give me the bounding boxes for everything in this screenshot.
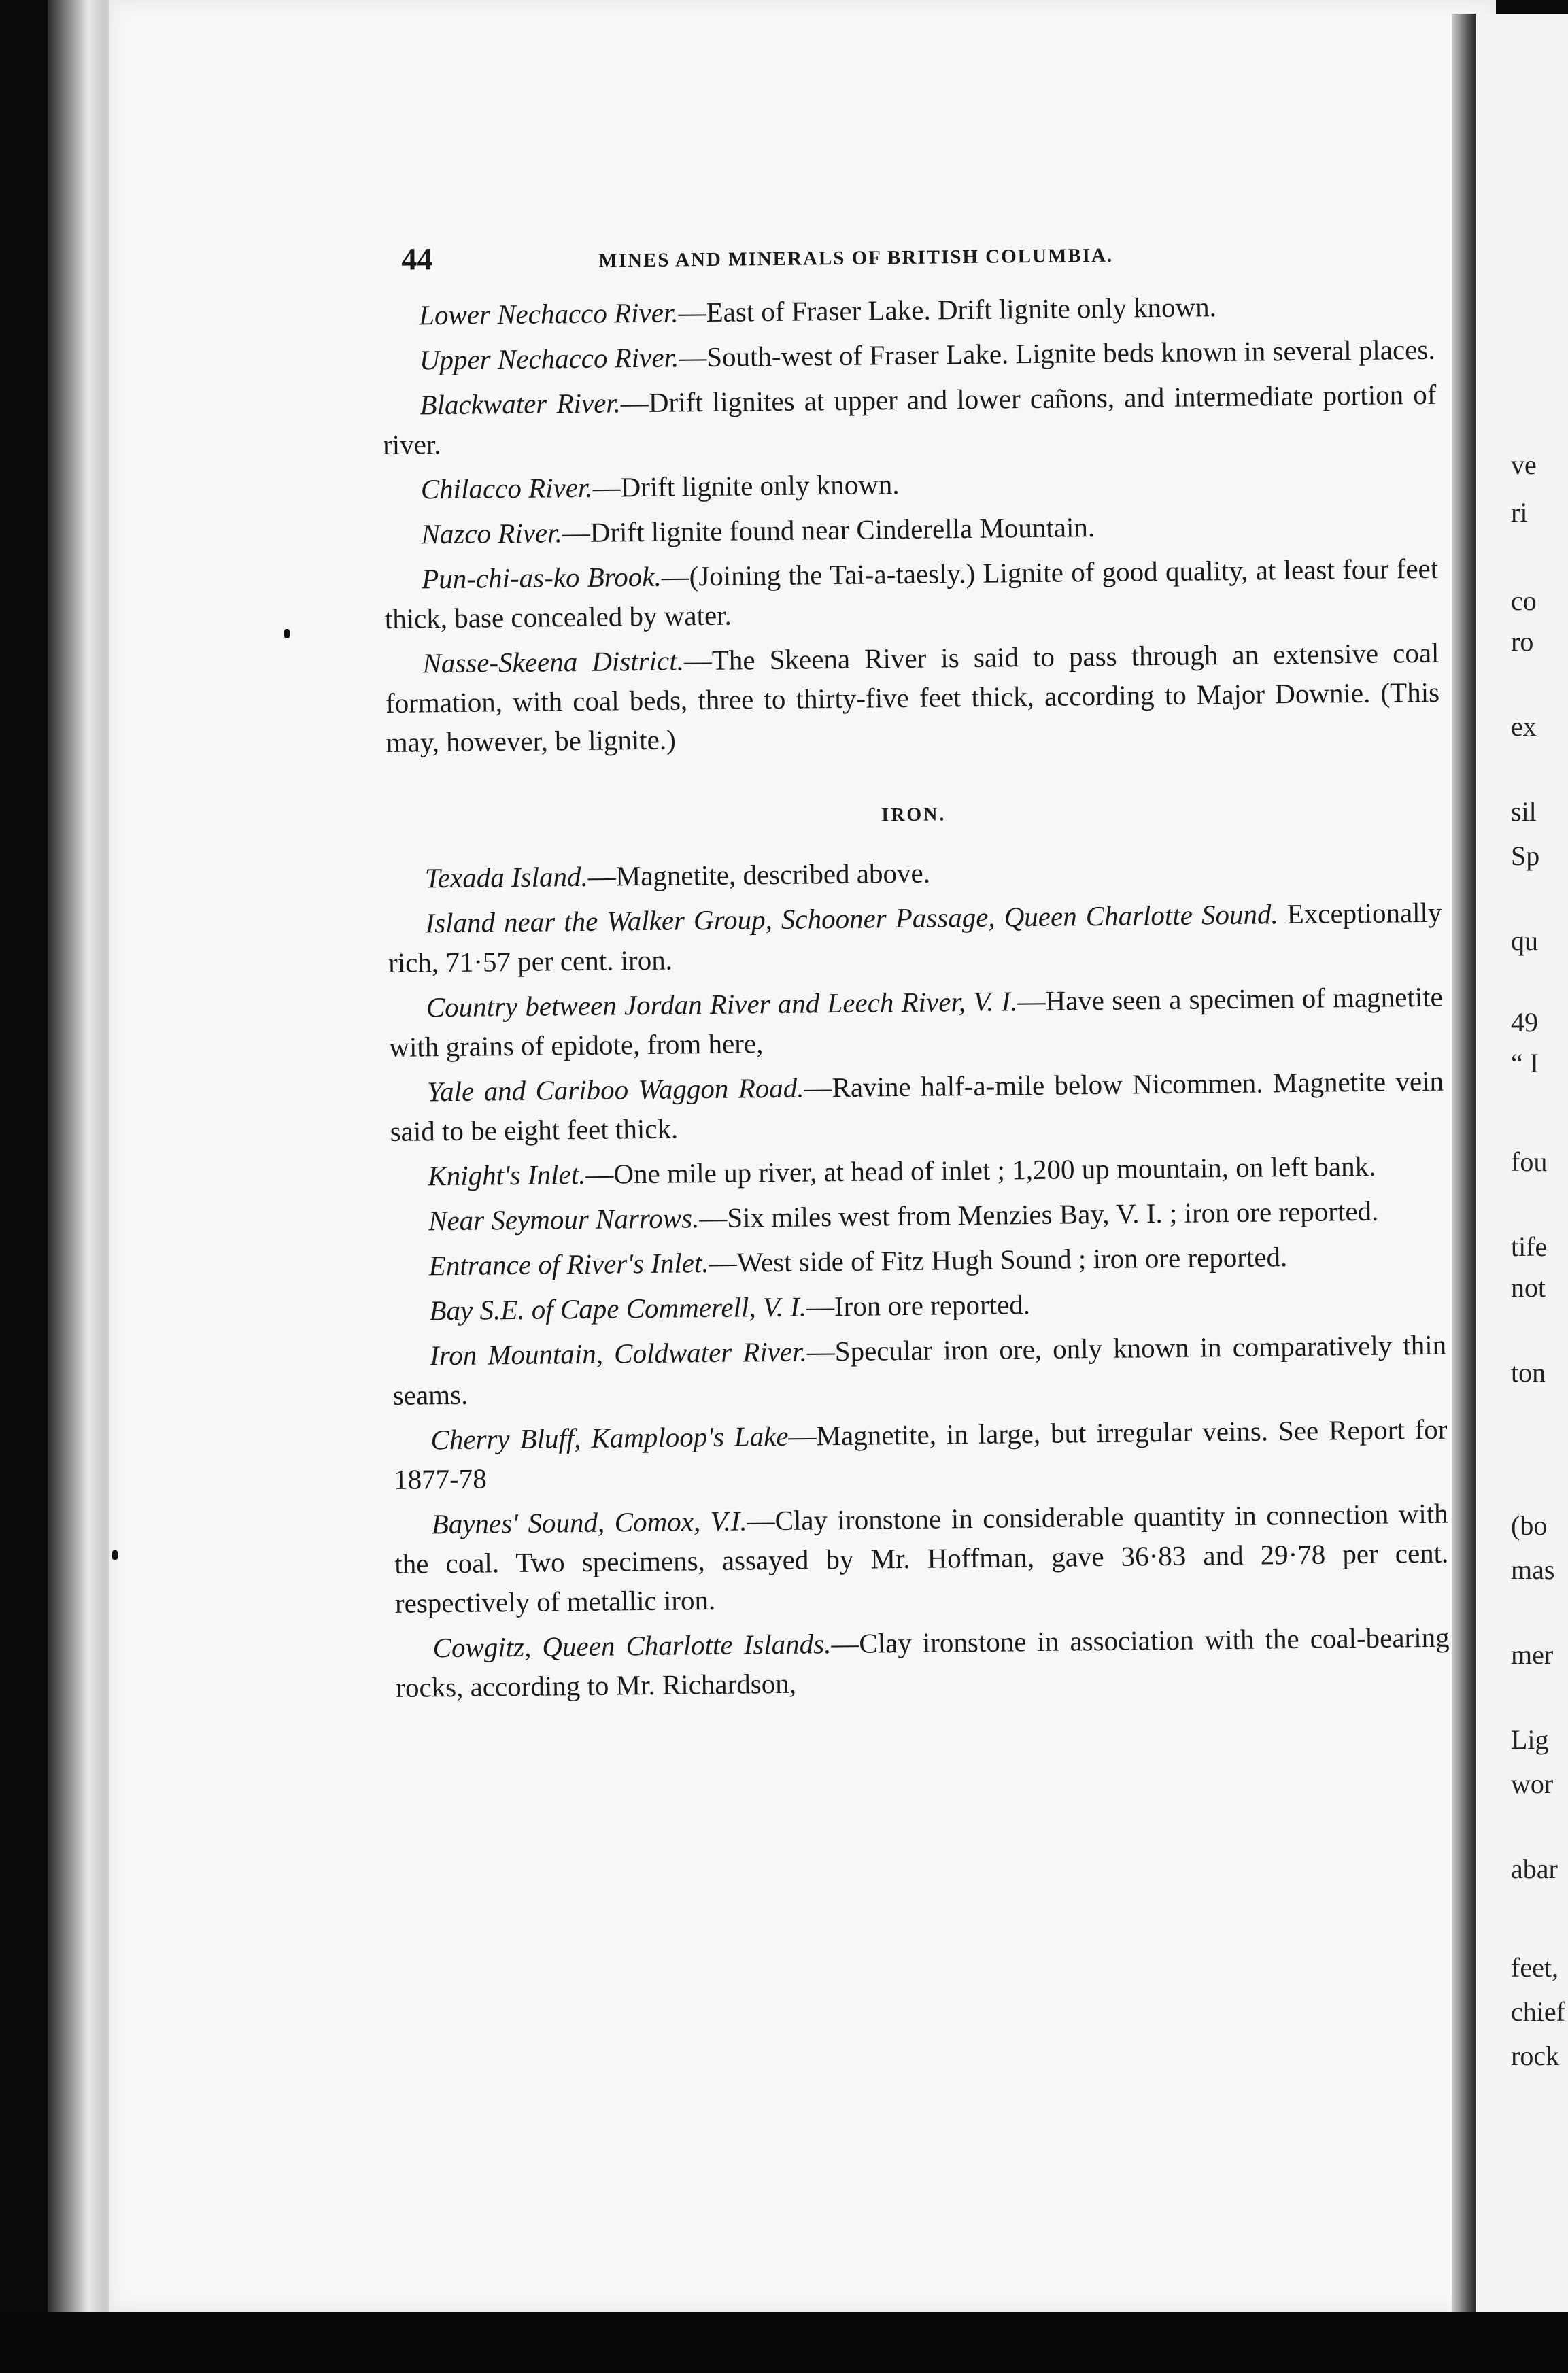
place-name: Knight's Inlet. [428, 1158, 586, 1192]
scan-speck [284, 629, 290, 638]
facing-fragment: 49 [1511, 1007, 1538, 1038]
list-item [388, 848, 1442, 898]
scan-bottom-border [0, 2312, 1568, 2373]
list-item [390, 1146, 1445, 1196]
place-name: Nasse-Skeena District. [422, 645, 685, 679]
scan-speck [112, 1550, 118, 1560]
list-item [385, 633, 1440, 762]
entry-text: —Drift lignites at upper and lower cañons, and intermediate portion of river. [382, 378, 1437, 460]
facing-fragment: chief [1511, 1996, 1565, 2027]
facing-fragment: not [1511, 1272, 1546, 1303]
entry-text: —Ravine half-a-mile below Nicommen. Magnetite vein said to be eight feet thick. [390, 1065, 1444, 1147]
entry-text: —East of Fraser Lake. Drift lignite only known. [678, 291, 1217, 328]
list-item [384, 504, 1438, 554]
place-name: Texada Island. [424, 860, 588, 894]
facing-fragment: tife [1511, 1231, 1548, 1262]
place-name: Iron Mountain, Coldwater River. [429, 1335, 808, 1371]
place-name: Cherry Bluff, Kamploop's Lake [430, 1420, 789, 1456]
entry-text: —South-west of Fraser Lake. Lignite beds known in several places. [678, 333, 1435, 373]
facing-fragment: “ I [1511, 1048, 1539, 1078]
list-item [392, 1280, 1446, 1331]
list-item [395, 1618, 1450, 1707]
place-name: Baynes' Sound, Comox, V.I. [431, 1505, 747, 1540]
facing-fragment: Sp [1511, 840, 1540, 871]
facing-fragment: ro [1511, 626, 1534, 657]
facing-fragment: ex [1511, 711, 1537, 742]
entry-text: —Magnetite, described above. [587, 857, 931, 892]
place-name: Chilacco River. [420, 471, 593, 505]
facing-fragment: fou [1511, 1146, 1548, 1177]
page-number: 44 [401, 241, 433, 277]
place-name: Yale and Cariboo Waggon Road. [426, 1072, 804, 1108]
place-name: Cowgitz, Queen Charlotte Islands. [432, 1628, 832, 1664]
list-item [390, 1061, 1444, 1151]
facing-fragment: wor [1511, 1769, 1554, 1799]
facing-fragment: ton [1511, 1357, 1546, 1388]
running-head [381, 231, 1435, 289]
list-item [393, 1410, 1448, 1499]
list-item [388, 893, 1442, 983]
place-name: Nazco River. [421, 517, 562, 550]
facing-fragment: sil [1511, 796, 1537, 827]
entry-text: —One mile up river, at head of inlet ; 1,200 up mountain, on left bank. [585, 1150, 1376, 1190]
facing-fragment: co [1511, 585, 1537, 616]
facing-fragment: rock [1511, 2041, 1560, 2071]
facing-page [1476, 14, 1568, 2325]
list-item [394, 1494, 1449, 1623]
list-item [381, 285, 1436, 335]
place-name: Pun-chi-as-ko Brook. [421, 560, 662, 595]
entry-text: —Six miles west from Menzies Bay, V. I. ; iron ore reported. [699, 1195, 1379, 1234]
facing-fragment: abar [1511, 1854, 1558, 1884]
entry-text: —(Joining the Tai-a-taesly.) Lignite of good quality, at least four feet thick, base concealed by water. [384, 552, 1439, 634]
place-name: Upper Nechacco River. [419, 341, 679, 376]
page-content [381, 231, 1450, 1713]
place-name: Bay S.E. of Cape Commerell, V. I. [429, 1291, 807, 1327]
entry-text: —West side of Fitz Hugh Sound ; iron ore reported. [709, 1241, 1288, 1279]
entry-text: —Drift lignite found near Cinderella Mountain. [562, 511, 1095, 549]
place-name: Entrance of River's Inlet. [428, 1247, 709, 1282]
entry-text: —Clay ironstone in association with the coal-bearing rocks, according to Mr. Richardson, [396, 1621, 1450, 1703]
facing-fragment: feet, [1511, 1952, 1558, 1983]
facing-fragment: mer [1511, 1639, 1554, 1670]
place-name: Island near the Walker Group, Schooner Passage, Queen Charlotte Sound. [425, 898, 1278, 939]
facing-fragment: Lig [1511, 1724, 1549, 1755]
facing-fragment: mas [1511, 1554, 1555, 1585]
list-item [384, 549, 1439, 638]
list-item [391, 1191, 1446, 1241]
entry-text: —Iron ore reported. [806, 1288, 1031, 1322]
list-item [391, 1235, 1446, 1286]
entry-text: Exceptionally rich, 71·57 per cent. iron. [388, 896, 1442, 978]
list-item [382, 330, 1437, 380]
facing-fragment: ve [1511, 449, 1537, 480]
list-item [388, 977, 1443, 1067]
iron-list [388, 848, 1450, 1707]
place-name: Blackwater River. [420, 387, 621, 421]
facing-fragment: qu [1511, 925, 1538, 956]
entry-text: —Magnetite, in large, but irregular veins. See Report for 1877-78 [393, 1413, 1448, 1495]
list-item [382, 375, 1437, 464]
place-name: Lower Nechacco River. [418, 296, 679, 331]
lignite-list [381, 285, 1440, 762]
place-name: Near Seymour Narrows. [428, 1202, 700, 1237]
list-item [392, 1325, 1447, 1415]
entry-text: —Have seen a specimen of magnetite with grains of epidote, from here, [389, 980, 1443, 1063]
facing-fragment: (bo [1511, 1510, 1548, 1541]
entry-text: —Specular iron ore, only known in comparatively thin seams. [392, 1329, 1447, 1411]
facing-fragment: ri [1511, 497, 1528, 528]
place-name: Country between Jordan River and Leech River, V. I. [426, 985, 1018, 1023]
entry-text: —Clay ironstone in considerable quantity in connection with the coal. Two specimens, assayed by Mr. Hoffman, gave 36·83 and 29·78 per cent. respectively of metallic iron. [394, 1497, 1449, 1619]
list-item [384, 459, 1438, 509]
section-heading-iron: IRON. [881, 804, 947, 826]
book-gutter [1452, 14, 1479, 2325]
entry-text: —Drift lignite only known. [592, 468, 900, 503]
entry-text: —The Skeena River is said to pass through an extensive coal formation, with coal beds, three to thirty-five feet thick, according to Major Downie. (This may, however, be lignite.) [385, 636, 1440, 758]
running-title: MINES AND MINERALS OF BRITISH COLUMBIA. [598, 244, 1114, 272]
